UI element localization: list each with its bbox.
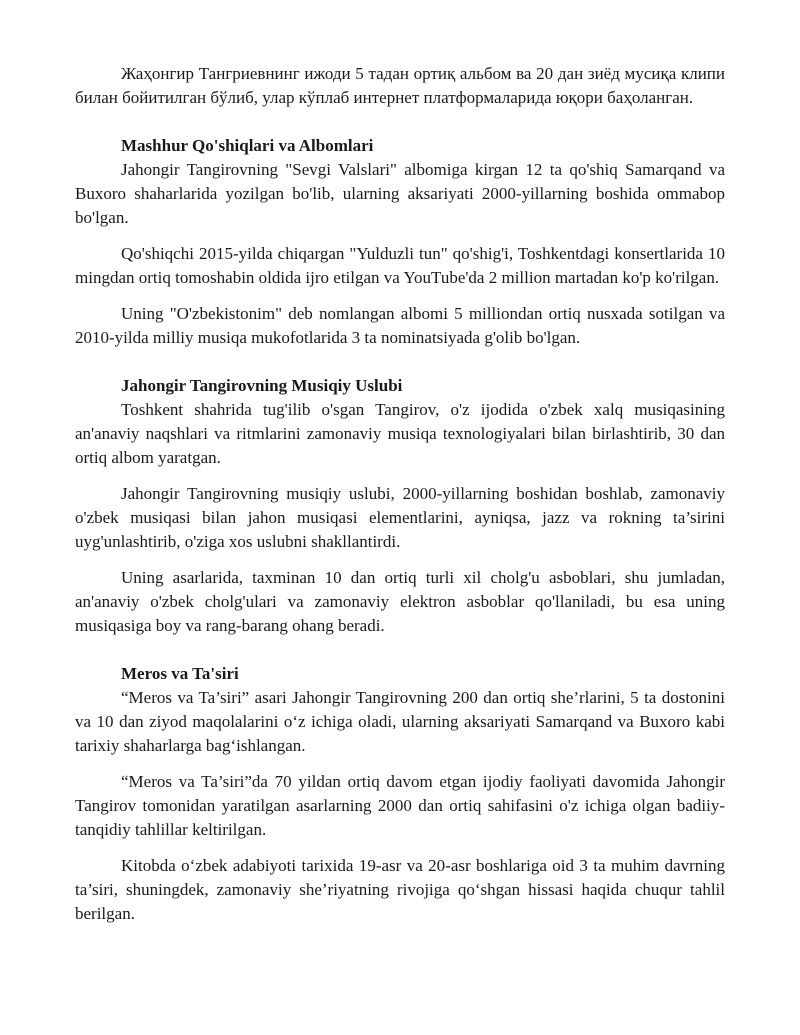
paragraph: Jahongir Tangirovning "Sevgi Valslari" albomiga kirgan 12 ta qo'shiq Samarqand va Buxoro shaharlarida yozilgan bo'lib, ularning aksariyati 2000-yillarning boshida ommabop bo'lgan.: [75, 160, 725, 227]
paragraph: Kitobda o‘zbek adabiyoti tarixida 19-asr va 20-asr boshlariga oid 3 ta muhim davrning ta’siri, shuningdek, zamonaviy she’riyatning rivojiga qo‘shgan hissasi haqida chuqur tahlil berilgan.: [75, 856, 725, 923]
paragraph: Uning "O'zbekistonim" deb nomlangan albomi 5 milliondan ortiq nusxada sotilgan va 2010-yilda milliy musiqa mukofotlarida 3 ta nominatsiyada g'olib bo'lgan.: [75, 304, 725, 347]
section-heading: Meros va Ta'siri: [121, 664, 239, 683]
paragraph: “Meros va Ta’siri”da 70 yildan ortiq davom etgan ijodiy faoliyati davomida Jahongir Tangirov tomonidan yaratilgan asarlarning 2000 dan ortiq sahifasini o'z ichiga olgan badiiy-tanqidiy tahlillar keltirilgan.: [75, 772, 725, 839]
section-musical-style: [75, 374, 725, 638]
paragraph: Qo'shiqchi 2015-yilda chiqargan "Yulduzli tun" qo'shig'i, Toshkentdagi konsertlarida 10 mingdan ortiq tomoshabin oldida ijro etilgan va YouTube'da 2 million martadan ko'p ko'rilgan.: [75, 244, 725, 287]
paragraph: Jahongir Tangirovning musiqiy uslubi, 2000-yillarning boshidan boshlab, zamonaviy o'zbek musiqasi bilan jahon musiqasi elementlarini, ayniqsa, jazz va rokning ta’sirini uyg'unlashtirib, o'ziga xos uslubni shakllantirdi.: [75, 484, 725, 551]
section-heading: Jahongir Tangirovning Musiqiy Uslubi: [121, 376, 403, 395]
paragraph: Toshkent shahrida tug'ilib o'sgan Tangirov, o'z ijodida o'zbek xalq musiqasining an'anaviy naqshlari va ritmlarini zamonaviy musiqa texnologiyalari bilan birlashtirib, 30 dan ortiq albom yaratgan.: [75, 400, 725, 467]
paragraph: Uning asarlarida, taxminan 10 dan ortiq turli xil cholg'u asboblari, shu jumladan, an'anaviy o'zbek cholg'ulari va zamonaviy elektron asboblar qo'llaniladi, bu esa uning musiqasiga boy va rang-barang ohang beradi.: [75, 568, 725, 635]
section-heading: Mashhur Qo'shiqlari va Albomlari: [121, 136, 374, 155]
paragraph: “Meros va Ta’siri” asari Jahongir Tangirovning 200 dan ortiq she’rlarini, 5 ta dostonini va 10 dan ziyod maqolalarini o‘z ichiga oladi, ularning aksariyati Samarqand va Buxoro kabi tarixiy shaharlarga bag‘ishlangan.: [75, 688, 725, 755]
section-legacy: [75, 662, 725, 926]
intro-paragraph: Жаҳонгир Тангриевнинг ижоди 5 тадан ортиқ альбом ва 20 дан зиёд мусиқа клипи билан бойитилган бўлиб, улар кўплаб интернет платформаларида юқори баҳоланган.: [75, 64, 725, 107]
section-popular-songs: [75, 134, 725, 350]
